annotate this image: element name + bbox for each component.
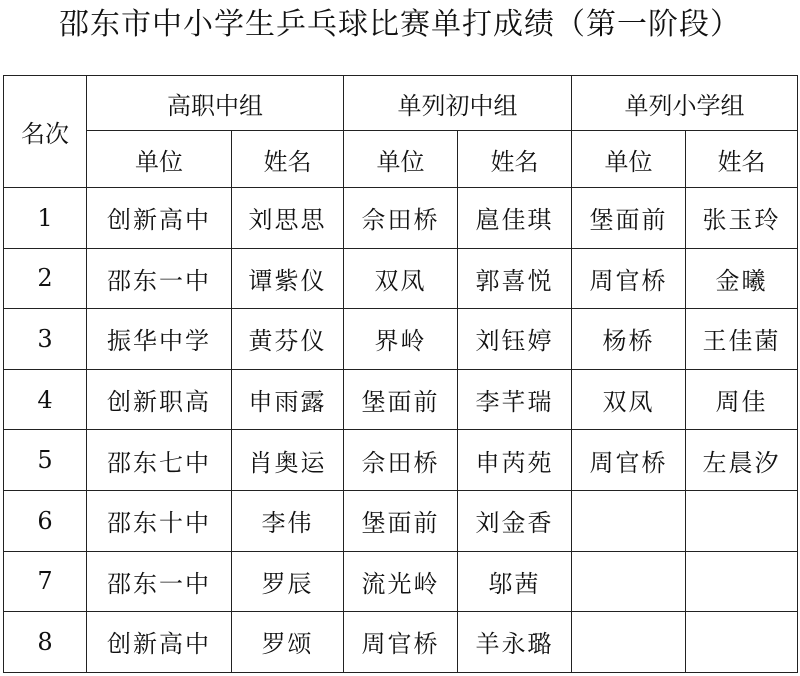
results-table: [3, 75, 798, 673]
unit-cell: 堡面前: [572, 188, 686, 249]
group-header-junior-high: 单列初中组: [344, 76, 572, 131]
rank-cell: 7: [4, 551, 87, 612]
unit-cell: 佘田桥: [344, 188, 458, 249]
rank-cell: 4: [4, 369, 87, 430]
rank-cell: 3: [4, 309, 87, 370]
table-row: [4, 309, 798, 370]
unit-cell: 双凤: [572, 369, 686, 430]
name-cell: 左晨汐: [686, 430, 798, 491]
name-cell: 羊永璐: [458, 612, 572, 673]
table-row: [4, 551, 798, 612]
name-cell: 肖奥运: [232, 430, 344, 491]
name-cell: 谭紫仪: [232, 248, 344, 309]
unit-cell: 堡面前: [344, 369, 458, 430]
rank-header: 名次: [4, 76, 87, 188]
unit-cell: 周官桥: [572, 430, 686, 491]
table-row: [4, 612, 798, 673]
name-header: 姓名: [232, 131, 344, 188]
name-cell: 罗颂: [232, 612, 344, 673]
name-header: 姓名: [458, 131, 572, 188]
unit-cell: 流光岭: [344, 551, 458, 612]
name-cell: 周佳: [686, 369, 798, 430]
name-header: 姓名: [686, 131, 798, 188]
unit-cell: 邵东一中: [87, 248, 232, 309]
group-header-primary: 单列小学组: [572, 76, 798, 131]
results-body: [4, 188, 798, 673]
unit-cell: 创新职高: [87, 369, 232, 430]
group-header-vocational: 高职中组: [87, 76, 344, 131]
unit-cell: [572, 490, 686, 551]
unit-cell: 双凤: [344, 248, 458, 309]
table-row: [4, 490, 798, 551]
name-cell: 刘金香: [458, 490, 572, 551]
table-row: [4, 248, 798, 309]
name-cell: 郭喜悦: [458, 248, 572, 309]
page-title: 邵东市中小学生乒乓球比赛单打成绩（第一阶段）: [59, 7, 741, 42]
name-cell: [686, 551, 798, 612]
name-cell: 刘思思: [232, 188, 344, 249]
unit-header: 单位: [344, 131, 458, 188]
unit-header: 单位: [572, 131, 686, 188]
name-cell: 李芊瑞: [458, 369, 572, 430]
unit-cell: 佘田桥: [344, 430, 458, 491]
name-cell: 王佳菌: [686, 309, 798, 370]
rank-cell: 2: [4, 248, 87, 309]
name-cell: 申芮苑: [458, 430, 572, 491]
unit-cell: 邵东一中: [87, 551, 232, 612]
unit-cell: 堡面前: [344, 490, 458, 551]
name-cell: 申雨露: [232, 369, 344, 430]
unit-cell: 邵东十中: [87, 490, 232, 551]
name-cell: 张玉玲: [686, 188, 798, 249]
rank-cell: 1: [4, 188, 87, 249]
name-cell: 李伟: [232, 490, 344, 551]
unit-cell: 创新高中: [87, 612, 232, 673]
unit-cell: 创新高中: [87, 188, 232, 249]
unit-header: 单位: [87, 131, 232, 188]
unit-cell: 邵东七中: [87, 430, 232, 491]
name-cell: 金曦: [686, 248, 798, 309]
unit-cell: 周官桥: [572, 248, 686, 309]
rank-cell: 6: [4, 490, 87, 551]
name-cell: 黄芬仪: [232, 309, 344, 370]
name-cell: 扈佳琪: [458, 188, 572, 249]
name-cell: [686, 490, 798, 551]
unit-cell: 杨桥: [572, 309, 686, 370]
name-cell: 邬茜: [458, 551, 572, 612]
table-row: [4, 188, 798, 249]
name-cell: 罗辰: [232, 551, 344, 612]
rank-cell: 5: [4, 430, 87, 491]
unit-cell: [572, 612, 686, 673]
name-cell: [686, 612, 798, 673]
name-cell: 刘钰婷: [458, 309, 572, 370]
table-row: [4, 430, 798, 491]
table-row: [4, 369, 798, 430]
unit-cell: 界岭: [344, 309, 458, 370]
unit-cell: 振华中学: [87, 309, 232, 370]
unit-cell: [572, 551, 686, 612]
unit-cell: 周官桥: [344, 612, 458, 673]
rank-cell: 8: [4, 612, 87, 673]
